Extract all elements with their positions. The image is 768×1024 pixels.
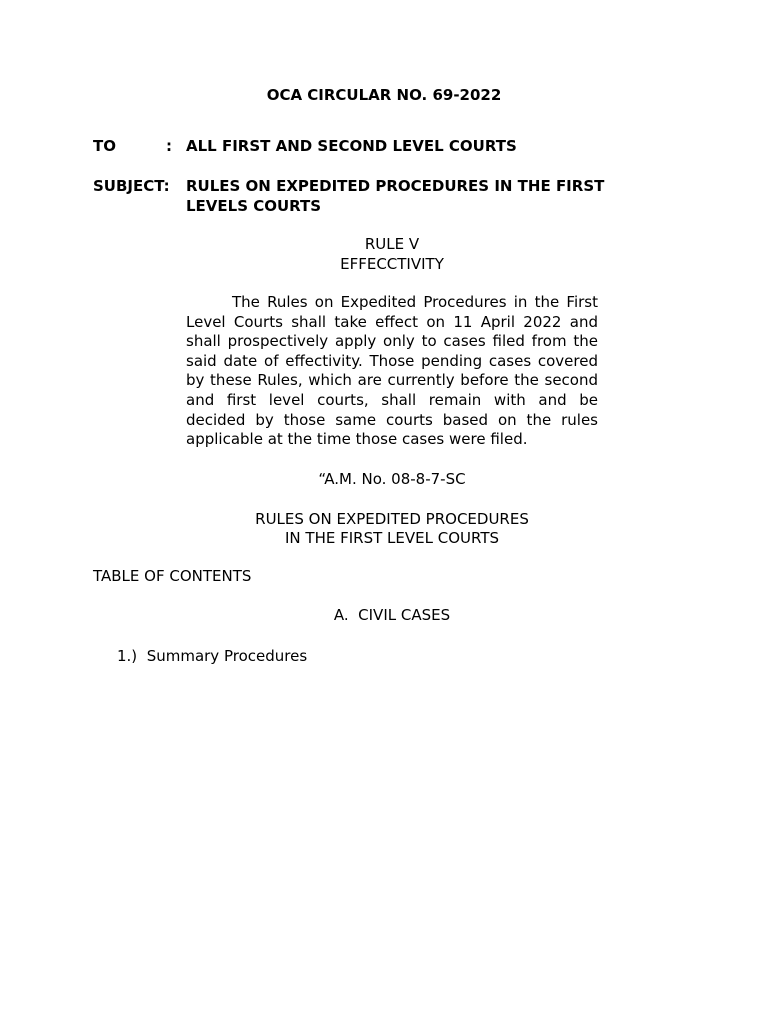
rule-title: EFFECCTIVITY <box>340 255 444 273</box>
toc-item-summary-procedures: 1.) Summary Procedures <box>117 647 308 665</box>
effectivity-paragraph: The Rules on Expedited Procedures in the First Level Courts shall take effect on 11 April 2022 and shall prospectively apply only to cases filed from the said date of effectivity. Those pending cases covered by these Rules, which are currently before the second and first level courts, shall remain with and be decided by those same courts based on the rules applicable at the time those cases were filed. <box>186 293 598 449</box>
am-number: “A.M. No. 08-8-7-SC <box>318 470 466 488</box>
circular-title: OCA CIRCULAR NO. 69-2022 <box>266 86 502 104</box>
to-colon: : <box>166 137 172 155</box>
section-a-civil-cases: A. CIVIL CASES <box>333 606 451 624</box>
subject-label: SUBJECT: <box>93 177 170 195</box>
to-label: TO <box>93 137 116 155</box>
toc-heading: TABLE OF CONTENTS <box>93 567 252 585</box>
rule-heading: RULE V <box>364 235 420 253</box>
subject-value: RULES ON EXPEDITED PROCEDURES IN THE FIRST LEVELS COURTS <box>186 177 605 215</box>
to-value: ALL FIRST AND SECOND LEVEL COURTS <box>186 137 517 155</box>
rules-title-line1: RULES ON EXPEDITED PROCEDURES <box>255 510 529 528</box>
rules-title-line2: IN THE FIRST LEVEL COURTS <box>285 529 499 547</box>
